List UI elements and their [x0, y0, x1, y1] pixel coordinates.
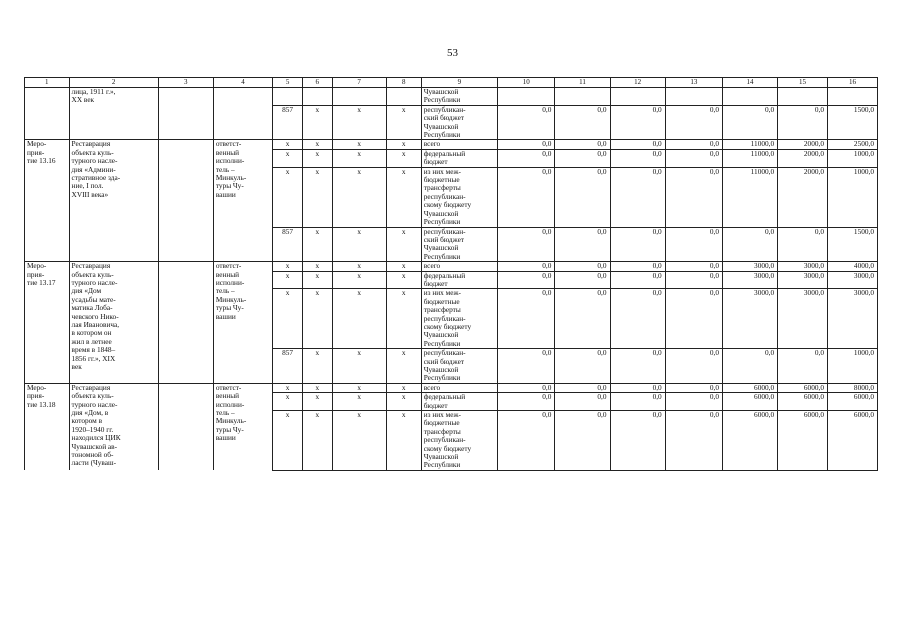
table-cell: x	[273, 383, 303, 392]
table-cell: 0,0	[722, 227, 777, 262]
table-cell	[213, 88, 272, 140]
table-cell: x	[302, 383, 332, 392]
table-cell: x	[332, 349, 386, 384]
table-cell: 6000,0	[778, 393, 828, 411]
table-cell: x	[302, 411, 332, 471]
table-cell: x	[273, 140, 303, 149]
table-cell: 3000,0	[722, 271, 777, 289]
table-cell: x	[273, 149, 303, 167]
col-header: 16	[827, 78, 877, 88]
table-cell: 0,0	[610, 140, 665, 149]
table-row	[25, 88, 878, 106]
table-cell: республикан- ский бюджет Чувашской Республики	[421, 105, 497, 140]
table-cell: 0,0	[665, 149, 722, 167]
table-cell: 2500,0	[827, 140, 877, 149]
table-cell: x	[302, 227, 332, 262]
col-header: 15	[778, 78, 828, 88]
table-cell	[158, 88, 213, 140]
table-cell: x	[332, 105, 386, 140]
table-cell: x	[386, 393, 421, 411]
table-cell: x	[332, 227, 386, 262]
table-cell: 3000,0	[827, 271, 877, 289]
table-cell: x	[332, 383, 386, 392]
table-cell: Реставрация объекта куль- турного насле- дия «Дом усадьбы мате- матика Лоба- чевского Нико- лая Ивановича, в котором он жил в летнее время в 1848– 1856 гг.», XIX век	[69, 262, 158, 384]
table-cell: лица, 1911 г.», XX век	[69, 88, 158, 140]
table-cell: 0,0	[610, 227, 665, 262]
table-cell: x	[273, 411, 303, 471]
table-cell: x	[332, 271, 386, 289]
table-cell	[332, 88, 386, 106]
col-header: 5	[273, 78, 303, 88]
table-cell: x	[386, 167, 421, 227]
table-cell	[722, 88, 777, 106]
table-cell: x	[386, 411, 421, 471]
table-cell: 0,0	[610, 262, 665, 271]
table-cell: 0,0	[498, 227, 555, 262]
table-cell: 2000,0	[778, 140, 828, 149]
table-cell: 0,0	[555, 262, 610, 271]
table-cell: 0,0	[610, 271, 665, 289]
table-cell: из них меж- бюджетные трансферты республикан- скому бюджету Чувашской Республики	[421, 167, 497, 227]
table-cell: x	[386, 105, 421, 140]
table-cell: 0,0	[665, 383, 722, 392]
table-cell: x	[302, 349, 332, 384]
table-cell	[158, 383, 213, 470]
table-cell: 11000,0	[722, 140, 777, 149]
table-row	[25, 383, 878, 392]
table-cell: 6000,0	[778, 411, 828, 471]
table-cell: 4000,0	[827, 262, 877, 271]
table-cell: 857	[273, 105, 303, 140]
column-number-row	[25, 78, 878, 88]
table-cell: 0,0	[498, 411, 555, 471]
table-cell: 3000,0	[778, 289, 828, 349]
table-cell: x	[332, 411, 386, 471]
table-cell: x	[302, 105, 332, 140]
table-cell: x	[386, 271, 421, 289]
table-cell: 0,0	[665, 262, 722, 271]
table-cell: 0,0	[555, 271, 610, 289]
table-cell: федеральный бюджет	[421, 149, 497, 167]
table-cell	[158, 262, 213, 384]
table-cell: республикан- ский бюджет Чувашской Республики	[421, 227, 497, 262]
table-cell: x	[332, 262, 386, 271]
col-header: 6	[302, 78, 332, 88]
table-cell: 6000,0	[827, 411, 877, 471]
table-cell: из них меж- бюджетные трансферты республикан- скому бюджету Чувашской Республики	[421, 411, 497, 471]
col-header: 7	[332, 78, 386, 88]
table-cell: 0,0	[498, 393, 555, 411]
col-header: 11	[555, 78, 610, 88]
table-cell: 6000,0	[722, 383, 777, 392]
table-cell: 0,0	[722, 349, 777, 384]
table-cell: x	[332, 140, 386, 149]
table-cell: x	[273, 271, 303, 289]
table-cell: 3000,0	[778, 262, 828, 271]
table-cell: из них меж- бюджетные трансферты республикан- скому бюджету Чувашской Республики	[421, 289, 497, 349]
table-cell: 0,0	[555, 149, 610, 167]
table-cell: 0,0	[555, 349, 610, 384]
table-cell: 6000,0	[722, 411, 777, 471]
table-cell: 0,0	[665, 271, 722, 289]
table-cell: 3000,0	[778, 271, 828, 289]
table-cell: 0,0	[610, 167, 665, 227]
table-cell: x	[332, 149, 386, 167]
col-header: 14	[722, 78, 777, 88]
table-cell: 0,0	[665, 411, 722, 471]
col-header: 4	[213, 78, 272, 88]
table-cell: 3000,0	[722, 262, 777, 271]
table-cell: 2000,0	[778, 167, 828, 227]
table-cell: 0,0	[498, 140, 555, 149]
table-cell: x	[302, 149, 332, 167]
table-cell: 0,0	[498, 383, 555, 392]
table-cell: 0,0	[498, 271, 555, 289]
table-cell: 3000,0	[827, 289, 877, 349]
table-cell: Реставрация объекта куль- турного насле- дия «Админи- стративное зда- ние, I пол. XVIII века»	[69, 140, 158, 262]
table-cell: 0,0	[555, 289, 610, 349]
col-header: 3	[158, 78, 213, 88]
table-cell: x	[302, 262, 332, 271]
table-cell: 1000,0	[827, 149, 877, 167]
table-cell: 1500,0	[827, 227, 877, 262]
table-cell: Меро- прия- тие 13.18	[25, 383, 70, 470]
table-row	[25, 262, 878, 271]
table-cell: 1000,0	[827, 349, 877, 384]
table-row	[25, 140, 878, 149]
table-cell: x	[332, 289, 386, 349]
table-cell: x	[386, 149, 421, 167]
table-cell: x	[302, 167, 332, 227]
table-cell: 0,0	[498, 149, 555, 167]
col-header: 2	[69, 78, 158, 88]
col-header: 8	[386, 78, 421, 88]
table-cell: 2000,0	[778, 149, 828, 167]
table-cell: x	[386, 289, 421, 349]
table-cell: 0,0	[610, 349, 665, 384]
col-header: 1	[25, 78, 70, 88]
table-cell: 0,0	[610, 383, 665, 392]
table-cell: 0,0	[610, 411, 665, 471]
table-cell: 0,0	[498, 167, 555, 227]
table-cell	[386, 88, 421, 106]
table-cell: 0,0	[498, 289, 555, 349]
table-cell: 1000,0	[827, 167, 877, 227]
table-cell: ответст- венный исполни- тель – Минкуль- туры Чу- вашии	[213, 140, 272, 262]
table-cell	[158, 140, 213, 262]
table-cell: 0,0	[498, 349, 555, 384]
table-cell: 0,0	[610, 149, 665, 167]
table-cell: 0,0	[778, 227, 828, 262]
table-cell: x	[302, 289, 332, 349]
table-cell: 0,0	[555, 105, 610, 140]
col-header: 12	[610, 78, 665, 88]
table-cell: ответст- венный исполни- тель – Минкуль- туры Чу- вашии	[213, 262, 272, 384]
table-cell: x	[302, 271, 332, 289]
table-cell: 6000,0	[778, 383, 828, 392]
table-cell	[827, 88, 877, 106]
table-cell: ответст- венный исполни- тель – Минкуль- туры Чу- вашии	[213, 383, 272, 470]
table-cell: 0,0	[665, 227, 722, 262]
table-cell: 0,0	[665, 289, 722, 349]
table-cell: 0,0	[665, 105, 722, 140]
table-cell: федеральный бюджет	[421, 271, 497, 289]
table-cell: x	[386, 383, 421, 392]
table-cell: x	[386, 227, 421, 262]
col-header: 13	[665, 78, 722, 88]
table-cell: 11000,0	[722, 149, 777, 167]
budget-table	[24, 77, 878, 471]
table-cell: 6000,0	[827, 393, 877, 411]
table-cell: 0,0	[555, 383, 610, 392]
table-cell: x	[302, 393, 332, 411]
table-cell: 0,0	[665, 393, 722, 411]
table-cell: Меро- прия- тие 13.16	[25, 140, 70, 262]
table-cell: всего	[421, 262, 497, 271]
table-cell: x	[332, 393, 386, 411]
table-cell: республикан- ский бюджет Чувашской Республики	[421, 349, 497, 384]
table-cell: Реставрация объекта куль- турного насле- дия «Дом, в котором в 1920–1940 гг. находился ЦИК Чувашской ав- тономной об- ласти (Чуваш-	[69, 383, 158, 470]
table-cell: 0,0	[555, 167, 610, 227]
table-cell: 0,0	[610, 105, 665, 140]
table-cell: x	[302, 140, 332, 149]
table-cell: Чувашской Республики	[421, 88, 497, 106]
table-cell: x	[273, 262, 303, 271]
table-cell: 8000,0	[827, 383, 877, 392]
col-header: 9	[421, 78, 497, 88]
table-cell: x	[273, 393, 303, 411]
table-cell: 0,0	[778, 349, 828, 384]
table-cell: x	[386, 349, 421, 384]
table-cell: x	[386, 262, 421, 271]
table-cell: 0,0	[665, 349, 722, 384]
table-cell	[610, 88, 665, 106]
table-cell: x	[332, 167, 386, 227]
table-cell	[302, 88, 332, 106]
table-cell	[778, 88, 828, 106]
table-cell: 0,0	[610, 393, 665, 411]
table-cell: 0,0	[778, 105, 828, 140]
page-number: 53	[447, 47, 458, 59]
table-cell: всего	[421, 140, 497, 149]
table-cell: 3000,0	[722, 289, 777, 349]
table-cell: 6000,0	[722, 393, 777, 411]
table-cell	[665, 88, 722, 106]
table-cell: 0,0	[610, 289, 665, 349]
table-cell: 0,0	[555, 393, 610, 411]
table-cell: 0,0	[665, 140, 722, 149]
table-cell: всего	[421, 383, 497, 392]
table-cell: 857	[273, 227, 303, 262]
table-cell: Меро- прия- тие 13.17	[25, 262, 70, 384]
table-cell: 0,0	[665, 167, 722, 227]
table-cell: 0,0	[555, 140, 610, 149]
table-cell: 0,0	[555, 411, 610, 471]
table-cell: 1500,0	[827, 105, 877, 140]
col-header: 10	[498, 78, 555, 88]
table-cell	[498, 88, 555, 106]
table-cell: x	[273, 167, 303, 227]
table-cell: x	[273, 289, 303, 349]
table-cell: 0,0	[498, 262, 555, 271]
table-cell: x	[386, 140, 421, 149]
table-cell	[25, 88, 70, 140]
table-cell: федеральный бюджет	[421, 393, 497, 411]
table-cell	[555, 88, 610, 106]
table-cell: 0,0	[722, 105, 777, 140]
table-cell: 11000,0	[722, 167, 777, 227]
table-cell	[273, 88, 303, 106]
table-cell: 0,0	[555, 227, 610, 262]
table-cell: 857	[273, 349, 303, 384]
table-cell: 0,0	[498, 105, 555, 140]
